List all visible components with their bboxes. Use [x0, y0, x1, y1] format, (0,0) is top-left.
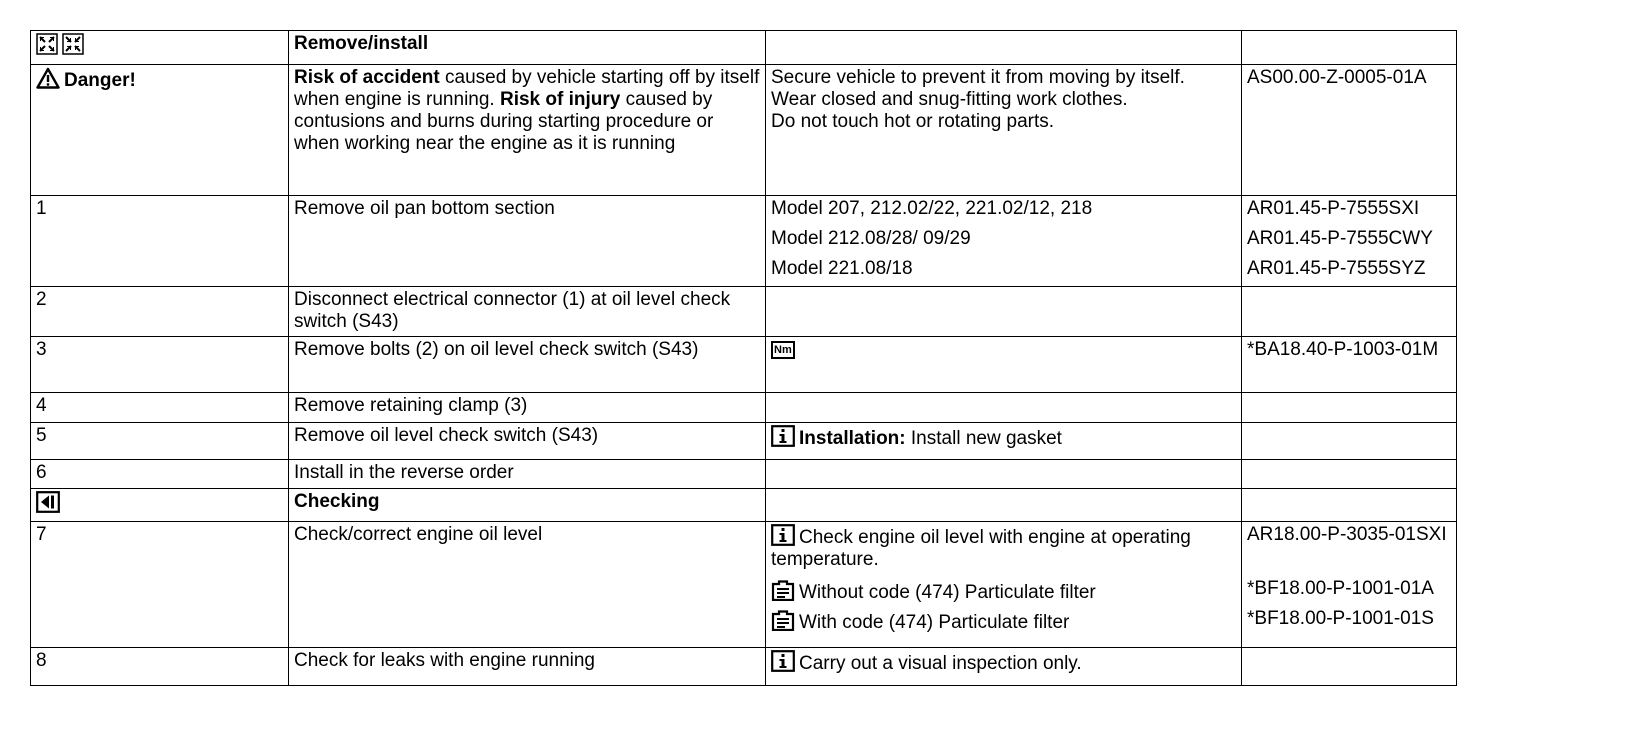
table-row-step-1: [31, 196, 1457, 287]
specification-icon[interactable]: [771, 609, 795, 631]
step-torque: [766, 337, 1242, 393]
table-row-step-3: [31, 337, 1457, 393]
section-title-checking: Checking: [289, 489, 766, 522]
remove-install-icons: [31, 31, 289, 65]
step-text: Check/correct engine oil level: [289, 522, 766, 648]
table-row-danger: [31, 65, 1457, 196]
step-text: Check for leaks with engine running: [289, 648, 766, 686]
step-number: 1: [31, 196, 289, 287]
step-number: 3: [31, 337, 289, 393]
table-row-step-8: [31, 648, 1457, 686]
torque-nm-icon[interactable]: Nm: [771, 341, 795, 359]
step-reference[interactable]: *BA18.40-P-1003-01M: [1242, 337, 1457, 393]
step-number: 2: [31, 287, 289, 337]
table-row-step-7: [31, 522, 1457, 648]
danger-reference[interactable]: AS00.00-Z-0005-01A: [1242, 65, 1457, 196]
table-row-step-5: [31, 423, 1457, 460]
check-arrow-icon: [36, 491, 60, 513]
table-row-step-4: [31, 393, 1457, 423]
section-title-remove-install: Remove/install: [289, 31, 766, 65]
step-number: 6: [31, 460, 289, 489]
step-number: 5: [31, 423, 289, 460]
info-icon: [771, 425, 795, 447]
step-text: Remove oil level check switch (S43): [289, 423, 766, 460]
table-row-step-2: [31, 287, 1457, 337]
danger-label: Danger!: [31, 65, 289, 196]
step-note: Installation: Install new gasket: [766, 423, 1242, 460]
danger-measures: Secure vehicle to prevent it from moving by itself. Wear closed and snug-fitting work clothes. Do not touch hot or rotating parts.: [766, 65, 1242, 196]
info-icon: [771, 524, 795, 546]
procedure-table: [30, 30, 1457, 686]
step-models: Model 207, 212.02/22, 221.02/12, 218 Model 212.08/28/ 09/29 Model 221.08/18: [766, 196, 1242, 287]
table-row-header: [31, 31, 1457, 65]
remove-icon: [36, 33, 58, 55]
step-note: Carry out a visual inspection only.: [766, 648, 1242, 686]
step-number: 8: [31, 648, 289, 686]
step-references: AR01.45-P-7555SXI AR01.45-P-7555CWY AR01.45-P-7555SYZ: [1242, 196, 1457, 287]
step-text: Install in the reverse order: [289, 460, 766, 489]
step-text: Remove oil pan bottom section: [289, 196, 766, 287]
install-icon: [62, 33, 84, 55]
step-text: Remove retaining clamp (3): [289, 393, 766, 423]
step-notes: Check engine oil level with engine at operating temperature. Without code (474) Particulate filter With code (474) Particulate filter: [766, 522, 1242, 648]
step-text: Remove bolts (2) on oil level check switch (S43): [289, 337, 766, 393]
table-row-checking: [31, 489, 1457, 522]
step-number: 7: [31, 522, 289, 648]
checking-icon-cell: [31, 489, 289, 522]
step-references: AR18.00-P-3035-01SXI *BF18.00-P-1001-01A *BF18.00-P-1001-01S: [1242, 522, 1457, 648]
step-text: Disconnect electrical connector (1) at oil level check switch (S43): [289, 287, 766, 337]
step-number: 4: [31, 393, 289, 423]
warning-triangle-icon: [36, 67, 60, 89]
specification-icon[interactable]: [771, 579, 795, 601]
info-icon: [771, 650, 795, 672]
danger-description: Risk of accident caused by vehicle starting off by itself when engine is running. Risk of injury caused by contusions and burns during starting procedure or when working near the engine as it is running: [289, 65, 766, 196]
table-row-step-6: [31, 460, 1457, 489]
